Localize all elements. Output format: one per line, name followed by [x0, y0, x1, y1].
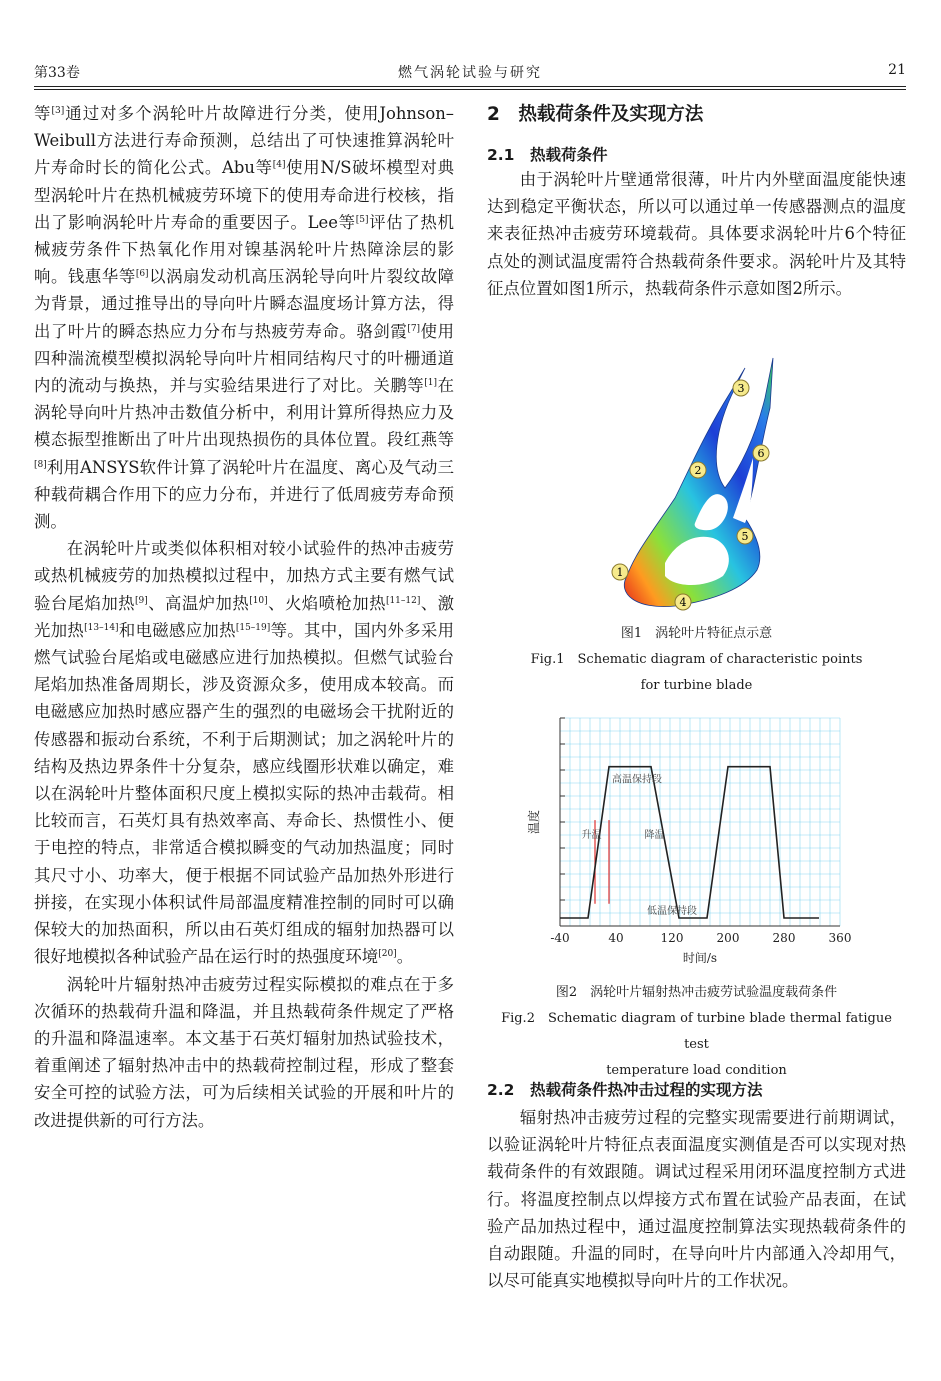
page-number: 21: [888, 62, 906, 78]
right-column-bottom: [487, 1104, 906, 1294]
citation-ref: [8]: [34, 459, 47, 470]
citation-ref: [7]: [407, 323, 421, 334]
point-marker-5: [737, 528, 753, 544]
citation-ref: [10]: [249, 595, 268, 606]
figure-2-caption-cn: 图2 涡轮叶片辐射热冲击疲劳试验温度载荷条件: [555, 985, 838, 1000]
citation-ref: [20]: [378, 949, 397, 960]
section-heading-2: 2 热载荷条件及实现方法: [487, 104, 704, 125]
svg-text:2: 2: [694, 464, 702, 477]
volume-label: 第33卷: [34, 65, 80, 81]
section-heading-2-1: 2.1 热载荷条件: [487, 146, 608, 164]
annotation-label: 低温保持段: [647, 906, 697, 917]
paragraph-heating-methods: 在涡轮叶片或类似体积相对较小试验件的热冲击疲劳或热机械疲劳的加热模拟过程中，加热方式主要有燃气试验台尾焰加热[9]、高温炉加热[10]、火焰喷枪加热[11–12]、激光加热[13–14]和电磁感应加热[15–19]等。其中，国内外多采用燃气试验台尾焰或电磁感应进行加热模拟。但燃气试验台尾焰加热准备周期长，涉及资源众多，使用成本较高。而电磁感应加热时感应器产生的强烈的电磁场会干扰附近的传感器和振动台系统，不利于后期测试；加之涡轮叶片的结构及热边界条件十分复杂，感应线圈形状难以确定，难以在涡轮叶片整体面积尺度上模拟实际的热冲击载荷。相比较而言，石英灯具有热效率高、寿命长、热惯性小、便于电控的特点，非常适合模拟瞬变的气动加热温度；同时其尺寸小、功率大，便于根据不同试验产品加热外形进行拼接，在实现小体积试件局部温度精准控制的同时可以确保较大的加热面积，所以由石英灯组成的辐射加热器可以很好地模拟各种试验产品在运行时的热强度环境[20]。: [34, 539, 455, 967]
figure-1-caption-en-2: for turbine blade: [640, 678, 753, 693]
running-header: [34, 62, 906, 84]
paragraph-thermal-load: 由于涡轮叶片壁通常很薄，叶片内外壁面温度能快速达到稳定平衡状态，所以可以通过单一传感器测点的温度来表征热冲击疲劳环境载荷。具体要求涡轮叶片6个特征点处的测试温度需符合热载荷条件要求。涡轮叶片及其特征点位置如图1所示，热载荷条件示意如图2所示。: [487, 170, 906, 298]
figure-1-caption: [487, 621, 906, 699]
figure-2-chart: [520, 716, 860, 976]
point-marker-6: [753, 445, 769, 461]
paragraph-literature-review: 等[3]通过对多个涡轮叶片故障进行分类，使用Johnson–Weibull方法进行寿命预测，总结出了可快速推算涡轮叶片寿命时长的简化公式。Abu等[4]使用N/S破坏模型对典型涡轮叶片在热机械疲劳环境下的使用寿命进行校核，指出了影响涡轮叶片寿命的重要因子。Lee等[5]评估了热机械疲劳条件下热氧化作用对镍基涡轮叶片热障涂层的影响。钱惠华等[6]以涡扇发动机高压涡轮导向叶片裂纹故障为背景，通过推导出的导向叶片瞬态温度场计算方法，得出了叶片的瞬态热应力分布与热疲劳寿命。骆剑霞[7]使用四种湍流模型模拟涡轮导向叶片相同结构尺寸的叶栅通道内的流动与换热，并与实验结果进行了对比。关鹏等[1]在涡轮导向叶片热冲击数值分析中，利用计算所得热应力及模态振型推断出了叶片出现热损伤的具体位置。段红燕等[8]利用ANSYS软件计算了涡轮叶片在温度、离心及气动三种载荷耦合作用下的应力分布，并进行了低周疲劳寿命预测。: [34, 104, 455, 532]
figure-2-caption: [487, 980, 906, 1084]
paragraph-difficulty: 涡轮叶片辐射热冲击疲劳过程实际模拟的难点在于多次循环的热载荷升温和降温，并且热载荷条件规定了严格的升温和降温速率。本文基于石英灯辐射加热试验技术，着重阐述了辐射热冲击中的热载荷控制过程，形成了整套安全可控的试验方法，可为后续相关试验的开展和叶片的改进提供新的可行方法。: [34, 974, 454, 1130]
figure-1-turbine-blade: [595, 348, 795, 616]
x-tick-label: 200: [716, 931, 740, 945]
svg-text:5: 5: [741, 530, 749, 543]
figure-1-caption-cn: 图1 涡轮叶片特征点示意: [620, 626, 773, 641]
citation-ref: [3]: [51, 106, 65, 116]
right-column-top: [487, 166, 906, 302]
figure-1-caption-en-1: Fig.1 Schematic diagram of characteristic points: [530, 652, 863, 667]
point-marker-4: [675, 594, 691, 610]
section-heading-2-2: 2.2 热载荷条件热冲击过程的实现方法: [487, 1081, 763, 1099]
svg-text:1: 1: [616, 566, 624, 579]
left-column: [34, 100, 454, 1134]
citation-ref: [11–12]: [385, 595, 421, 606]
header-rule-thin: [34, 89, 906, 90]
annotation-label: 升温: [581, 829, 602, 841]
figure-2-caption-en-1: Fig.2 Schematic diagram of turbine blade thermal fatigue test: [501, 1011, 892, 1052]
blade-shape: [624, 358, 773, 607]
x-axis-label: 时间/s: [682, 951, 718, 965]
point-marker-1: [612, 564, 628, 580]
x-tick-label: 360: [828, 931, 852, 945]
citation-ref: [9]: [135, 595, 148, 606]
citation-ref: [5]: [355, 214, 369, 225]
svg-text:4: 4: [679, 596, 687, 609]
header-rule: [34, 86, 906, 87]
citation-ref: [4]: [272, 160, 286, 171]
paragraph-implementation: 辐射热冲击疲劳过程的完整实现需要进行前期调试，以验证涡轮叶片特征点表面温度实测值是否可以实现对热载荷条件的有效跟随。调试过程采用闭环温度控制方式进行。将温度控制点以焊接方式布置在试验产品表面，在试验产品加热过程中，通过温度控制算法实现热载荷条件的自动跟随。升温的同时，在导向叶片内部通入冷却用气，以尽可能真实地模拟导向叶片的工作状况。: [487, 1108, 906, 1291]
x-tick-label: 40: [608, 931, 624, 945]
citation-ref: [13–14]: [84, 622, 119, 633]
y-axis-label: 温度: [527, 809, 541, 835]
journal-title: 燃气涡轮试验与研究: [398, 65, 542, 81]
x-tick-label: 120: [660, 931, 684, 945]
x-tick-label: 280: [772, 931, 796, 945]
figure-2-caption-en-2: temperature load condition: [606, 1063, 787, 1078]
citation-ref: [6]: [135, 269, 149, 280]
x-tick-label: -40: [550, 931, 570, 945]
svg-text:6: 6: [757, 447, 765, 460]
annotation-label: 高温保持段: [612, 774, 662, 786]
point-marker-3: [733, 380, 749, 396]
svg-text:3: 3: [737, 382, 745, 395]
point-marker-2: [690, 462, 706, 478]
annotation-label: 降温: [644, 829, 665, 841]
citation-ref: [15–19]: [235, 622, 271, 633]
citation-ref: [1]: [424, 378, 438, 389]
